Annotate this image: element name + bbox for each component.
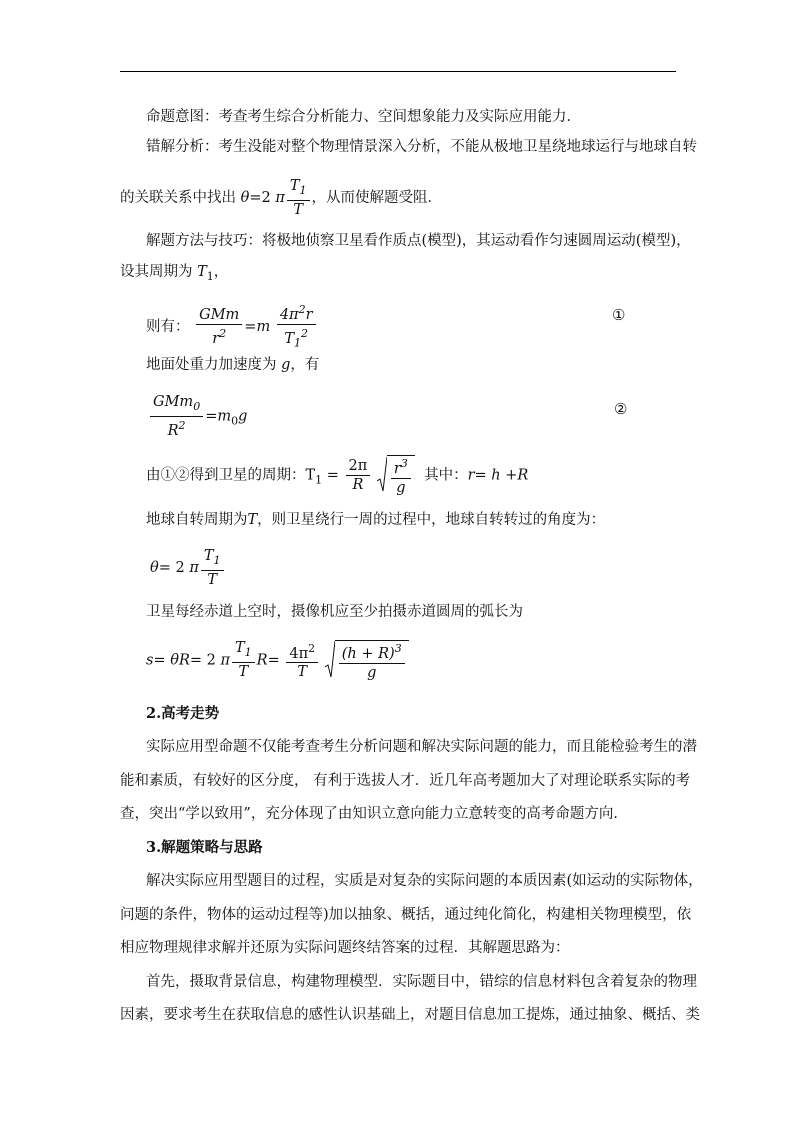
first-line1: 首先，摄取背景信息，构建物理模型．实际题目中，错综的信息材料包含着复杂的物理 xyxy=(146,974,697,990)
arc-length-line: 卫星每经赤道上空时，摄像机应至少拍摄赤道圆周的弧长为 xyxy=(146,604,523,620)
header-rule xyxy=(120,71,676,72)
formula-theta-inline: θ=2 π $\frac{T_1}{T}$ xyxy=(241,190,312,206)
period-equation: 由①②得到卫星的周期：$T_1$ = $\frac{2\pi}{R}$ $\frac{r^3}{g}$ 其中：r= h +R xyxy=(146,457,529,496)
equation-theta: θ= 2 π $\frac{T_1}{T}$ xyxy=(150,548,226,588)
intent-paragraph: 命题意图：考查考生综合分析能力、空间想象能力及实际应用能力． xyxy=(146,109,581,125)
equation-1: 则有： $\frac{\text{GMm}}{r^2}$ =m $\frac{4\pi^2r}{T_1^2}$ xyxy=(146,302,318,352)
error-analysis-line2: 的关联关系中找出 θ=2 π $\frac{T_1}{T}$ ，从而使解题受阻． xyxy=(120,178,443,218)
error-analysis-line1: 错解分析：考生没能对整个物理情景深入分析，不能从极地卫星绕地球运行与地球自转 xyxy=(146,139,697,155)
trend-line3: 查，突出“学以致用”，充分体现了由知识立意向能力立意转变的高考命题方向． xyxy=(120,806,628,822)
strategy-line1: 解决实际应用型题目的过程，实质是对复杂的实际问题的本质因素(如运动的实际物体， xyxy=(146,873,703,889)
equation-arc-length: s= θR= 2 π $\frac{T_1}{T}$ R= $\frac{4\pi^2}{T}$ $\frac{(h + R)^3}{g}$ xyxy=(146,640,409,681)
sqrt-symbol: $\frac{r^3}{g}$ xyxy=(377,455,415,496)
first-line2: 因素，要求考生在获取信息的感性认识基础上，对题目信息加工提炼，通过抽象、概括、类 xyxy=(120,1007,700,1023)
equation-2: $\frac{GMm_0}{R^2}$ $=m_0g$ xyxy=(148,394,247,439)
gravity-line: 地面处重力加速度为 g，有 xyxy=(146,357,320,373)
trend-line1: 实际应用型命题不仅能考查考生分析问题和解决实际问题的能力，而且能检验考生的潜 xyxy=(146,739,697,755)
earth-rotation-line: 地球自转周期为T，则卫星绕行一周的过程中，地球自转转过的角度为： xyxy=(146,512,606,528)
section-title-trend: 2.高考走势 xyxy=(146,705,220,722)
strategy-line3: 相应物理规律求解并还原为实际问题终结答案的过程．其解题思路为： xyxy=(120,940,570,956)
equation-marker-1: ① xyxy=(612,306,626,324)
sqrt-symbol-2: $\frac{(h + R)^3}{g}$ xyxy=(325,640,409,681)
trend-line2: 能和素质，有较好的区分度， 有利于选拔人才．近几年高考题加大了对理论联系实际的考 xyxy=(120,773,691,789)
section-title-strategy: 3.解题策略与思路 xyxy=(146,839,263,856)
method-line2: 设其周期为 $T_1$， xyxy=(120,264,229,283)
method-line1: 解题方法与技巧：将极地侦察卫星看作质点(模型)，其运动看作匀速圆周运动(模型)， xyxy=(146,233,691,249)
strategy-line2: 问题的条件，物体的运动过程等)加以抽象、概括，通过纯化简化，构建相关物理模型，依 xyxy=(120,907,692,923)
equation-marker-2: ② xyxy=(614,400,628,418)
